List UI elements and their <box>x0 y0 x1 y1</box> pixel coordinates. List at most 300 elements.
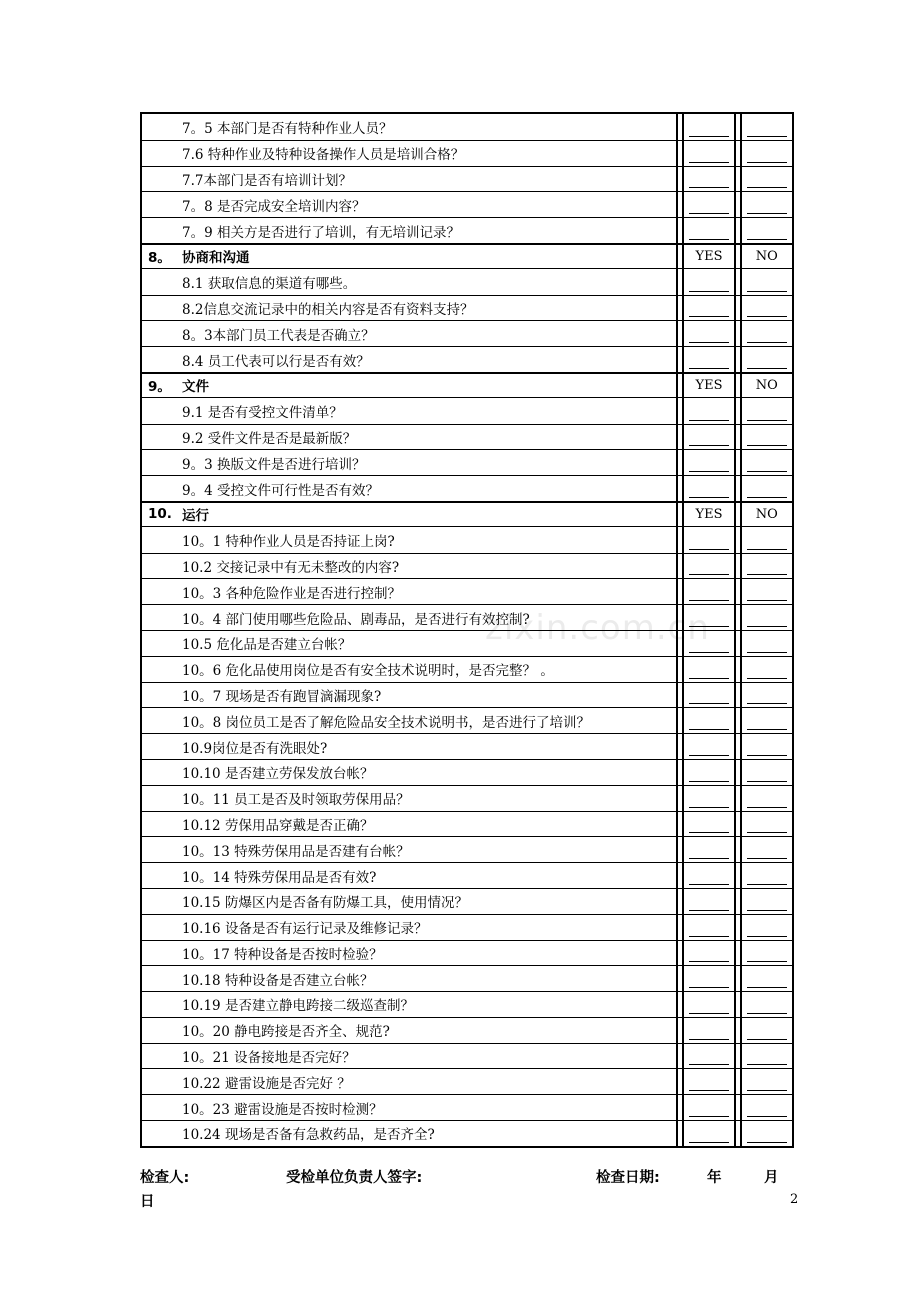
yes-answer-blank[interactable] <box>684 734 733 759</box>
yes-answer-blank[interactable] <box>684 296 733 321</box>
answer-line <box>747 212 787 214</box>
yes-answer-blank[interactable] <box>684 1044 733 1069</box>
column-divider <box>676 657 684 682</box>
question-text: 8.4 员工代表可以行是否有效？ <box>182 353 370 370</box>
column-divider <box>676 1044 684 1069</box>
no-answer-blank[interactable] <box>742 889 792 914</box>
question-text: 10.9岗位是否有洗眼处? <box>182 740 328 757</box>
column-divider <box>676 245 684 268</box>
answer-line <box>689 315 729 317</box>
checklist-item-row <box>142 733 792 759</box>
answer-line <box>747 625 787 627</box>
no-answer-blank[interactable] <box>742 786 792 811</box>
answer-line <box>747 548 787 550</box>
column-divider <box>734 734 742 759</box>
answer-line <box>747 780 787 782</box>
column-divider <box>734 450 742 475</box>
answer-line <box>689 444 729 446</box>
yes-answer-blank[interactable] <box>684 786 733 811</box>
yes-answer-blank[interactable] <box>684 114 733 140</box>
yes-answer-blank[interactable] <box>684 683 733 708</box>
yes-answer-blank[interactable] <box>684 425 733 450</box>
answer-line <box>689 573 729 575</box>
no-answer-blank[interactable] <box>742 347 792 372</box>
checklist-table <box>140 112 794 1148</box>
checklist-item-row <box>142 888 792 914</box>
checklist-item-row <box>142 707 792 733</box>
column-divider <box>734 1121 742 1146</box>
answer-line <box>689 161 729 163</box>
column-divider <box>676 734 684 759</box>
question-text: 10.5 危化品是否建立台帐？ <box>182 637 352 654</box>
answer-line <box>747 1063 787 1065</box>
column-divider <box>734 605 742 630</box>
column-divider <box>676 1069 684 1094</box>
answer-line <box>689 341 729 343</box>
answer-line <box>747 883 787 885</box>
answer-line <box>747 135 787 137</box>
column-divider <box>676 450 684 475</box>
column-divider <box>734 760 742 785</box>
yes-answer-blank[interactable] <box>684 941 733 966</box>
question-text: 7.7本部门是否有培训计划？ <box>182 172 352 189</box>
no-answer-blank[interactable] <box>742 657 792 682</box>
answer-line <box>689 1141 729 1143</box>
no-answer-blank[interactable] <box>742 527 792 553</box>
column-divider <box>734 554 742 579</box>
yes-answer-blank[interactable] <box>684 863 733 888</box>
no-answer-blank[interactable] <box>742 683 792 708</box>
checklist-item-row <box>142 320 792 346</box>
no-answer-blank[interactable] <box>742 192 792 217</box>
column-divider <box>734 296 742 321</box>
column-divider <box>676 992 684 1017</box>
column-divider <box>734 992 742 1017</box>
answer-line <box>747 1089 787 1091</box>
no-answer-blank[interactable] <box>742 425 792 450</box>
checklist-item-row <box>142 191 792 217</box>
answer-line <box>747 1012 787 1014</box>
checklist-item-row <box>142 785 792 811</box>
yes-answer-blank[interactable] <box>684 1069 733 1094</box>
column-divider <box>734 837 742 862</box>
column-divider <box>676 1121 684 1146</box>
column-divider <box>676 889 684 914</box>
column-divider <box>676 1018 684 1043</box>
column-divider <box>676 631 684 656</box>
question-text: 10。6 危化品使用岗位是否有安全技术说明时，是否完整？ 。 <box>182 663 554 680</box>
column-divider <box>676 554 684 579</box>
answer-line <box>747 728 787 730</box>
yes-answer-blank[interactable] <box>684 527 733 553</box>
yes-answer-blank[interactable] <box>684 347 733 372</box>
no-answer-blank[interactable] <box>742 554 792 579</box>
question-text: 7。5 本部门是否有特种作业人员？ <box>182 120 393 137</box>
section-header-row <box>142 501 792 527</box>
checklist-item-row <box>142 914 792 940</box>
column-divider <box>676 708 684 733</box>
answer-line <box>689 780 729 782</box>
yes-answer-blank[interactable] <box>684 837 733 862</box>
answer-line <box>747 496 787 498</box>
yes-answer-blank[interactable] <box>684 192 733 217</box>
column-divider <box>676 114 684 140</box>
column-divider <box>676 579 684 604</box>
answer-line <box>689 857 729 859</box>
question-text: 7.6 特种作业及特种设备操作人员是培训合格？ <box>182 147 465 164</box>
question-text: 10。14 特殊劳保用品是否有效? <box>182 869 377 886</box>
answer-line <box>689 935 729 937</box>
no-answer-blank[interactable] <box>742 269 792 295</box>
column-divider <box>734 167 742 192</box>
yes-answer-blank[interactable] <box>684 141 733 166</box>
answer-line <box>689 290 729 292</box>
checklist-item-row <box>142 656 792 682</box>
section-number: 9。 <box>148 379 171 396</box>
checklist-item-row <box>142 759 792 785</box>
day-label: 日 <box>140 1194 155 1210</box>
answer-line <box>689 728 729 730</box>
column-divider <box>734 425 742 450</box>
no-answer-blank[interactable] <box>742 941 792 966</box>
answer-line <box>747 806 787 808</box>
column-divider <box>676 683 684 708</box>
question-text: 10.19 是否建立静电跨接二级巡查制？ <box>182 998 414 1015</box>
column-divider <box>676 476 684 501</box>
no-answer-blank[interactable] <box>742 1095 792 1120</box>
yes-answer-blank[interactable] <box>684 812 733 837</box>
no-answer-blank[interactable] <box>742 966 792 991</box>
column-divider <box>734 915 742 940</box>
column-divider <box>676 837 684 862</box>
no-answer-blank[interactable] <box>742 218 792 243</box>
question-text: 10。8 岗位员工是否了解危险品安全技术说明书，是否进行了培训？ <box>182 714 591 731</box>
answer-line <box>747 444 787 446</box>
question-text: 10.2 交接记录中有无未整改的内容? <box>182 559 400 576</box>
checklist-item-row <box>142 449 792 475</box>
checklist-item-row <box>142 475 792 501</box>
checklist-item-row <box>142 578 792 604</box>
checklist-item-row <box>142 630 792 656</box>
section-number: 8。 <box>148 250 171 267</box>
no-answer-blank[interactable] <box>742 398 792 424</box>
column-divider <box>676 812 684 837</box>
no-answer-blank[interactable] <box>742 1044 792 1069</box>
no-answer-blank[interactable] <box>742 863 792 888</box>
yes-answer-blank[interactable] <box>684 1095 733 1120</box>
column-divider <box>734 1069 742 1094</box>
answer-line <box>747 935 787 937</box>
section-title <box>142 503 676 526</box>
column-divider <box>734 708 742 733</box>
no-header: NO <box>755 377 778 393</box>
column-divider <box>676 527 684 553</box>
yes-answer-blank[interactable] <box>684 398 733 424</box>
column-divider <box>734 579 742 604</box>
question-text: 10.16 设备是否有运行记录及维修记录？ <box>182 921 428 938</box>
column-divider <box>676 1095 684 1120</box>
column-divider <box>676 269 684 295</box>
column-divider <box>676 398 684 424</box>
question-text: 8.2信息交流记录中的相关内容是否有资料支持？ <box>182 301 474 318</box>
yes-answer-blank[interactable] <box>684 321 733 346</box>
answer-line <box>689 212 729 214</box>
watermark: zixin.com.cn <box>485 608 710 648</box>
column-divider <box>734 1044 742 1069</box>
answer-line <box>747 909 787 911</box>
answer-line <box>689 186 729 188</box>
yes-answer-blank[interactable] <box>684 218 733 243</box>
answer-line <box>689 599 729 601</box>
section-name: 协商和沟通 <box>182 250 250 267</box>
answer-line <box>747 315 787 317</box>
yes-answer-blank[interactable] <box>684 966 733 991</box>
answer-line <box>747 677 787 679</box>
section-title <box>142 245 676 268</box>
checklist-item-row <box>142 604 792 630</box>
answer-line <box>689 986 729 988</box>
answer-line <box>747 986 787 988</box>
column-divider <box>734 889 742 914</box>
answer-line <box>747 341 787 343</box>
yes-answer-blank[interactable] <box>684 992 733 1017</box>
column-divider <box>676 192 684 217</box>
question-text: 10.10 是否建立劳保发放台帐？ <box>182 766 374 783</box>
column-divider <box>676 863 684 888</box>
section-name: 文件 <box>182 379 209 396</box>
checklist-item-row <box>142 1094 792 1120</box>
yes-answer-blank[interactable] <box>684 579 733 604</box>
column-divider <box>734 657 742 682</box>
checklist-item-row <box>142 424 792 450</box>
question-text: 10.12 劳保用品穿戴是否正确？ <box>182 817 374 834</box>
column-divider <box>676 425 684 450</box>
column-divider <box>676 296 684 321</box>
column-divider <box>734 683 742 708</box>
question-text: 10.22 避雷设施是否完好 ？ <box>182 1075 351 1092</box>
yes-header: YES <box>695 506 723 522</box>
column-divider <box>676 786 684 811</box>
answer-line <box>747 831 787 833</box>
answer-line <box>689 1089 729 1091</box>
no-answer-blank[interactable] <box>742 837 792 862</box>
question-text: 10。21 设备接地是否完好？ <box>182 1050 356 1067</box>
column-divider <box>676 941 684 966</box>
answer-line <box>747 651 787 653</box>
checklist-item-row <box>142 114 792 140</box>
no-answer-blank[interactable] <box>742 734 792 759</box>
column-divider <box>734 1018 742 1043</box>
yes-answer-blank[interactable] <box>684 1121 733 1146</box>
checklist-item-row <box>142 527 792 553</box>
column-divider <box>734 245 742 268</box>
section-header-row <box>142 243 792 269</box>
yes-answer-blank[interactable] <box>684 605 733 630</box>
no-answer-blank[interactable] <box>742 812 792 837</box>
section-name: 运行 <box>182 508 209 525</box>
no-answer-blank[interactable] <box>742 476 792 501</box>
yes-answer-blank[interactable] <box>684 915 733 940</box>
answer-line <box>689 1063 729 1065</box>
checklist-item-row <box>142 140 792 166</box>
checklist-item-row <box>142 682 792 708</box>
column-divider <box>676 321 684 346</box>
answer-line <box>689 625 729 627</box>
question-text: 10.24 现场是否备有急救药品，是否齐全? <box>182 1127 435 1144</box>
no-answer-blank[interactable] <box>742 708 792 733</box>
question-text: 10。3 各种危险作业是否进行控制？ <box>182 585 402 602</box>
no-header: NO <box>755 506 778 522</box>
column-divider <box>734 476 742 501</box>
column-divider <box>676 605 684 630</box>
no-header: NO <box>755 248 778 264</box>
page-number: 2 <box>790 1192 799 1207</box>
section-number: 10. <box>148 506 172 523</box>
column-divider <box>734 786 742 811</box>
answer-line <box>689 470 729 472</box>
column-divider <box>734 966 742 991</box>
no-answer-blank[interactable] <box>742 992 792 1017</box>
answer-line <box>689 367 729 369</box>
checklist-item-row <box>142 940 792 966</box>
yes-answer-blank[interactable] <box>684 657 733 682</box>
checklist-item-row <box>142 1017 792 1043</box>
no-answer-blank[interactable] <box>742 167 792 192</box>
signer-label: 受检单位负责人签字: <box>286 1170 423 1186</box>
column-divider <box>734 863 742 888</box>
answer-line <box>747 1038 787 1040</box>
answer-line <box>689 496 729 498</box>
question-text: 7。9 相关方是否进行了培训，有无培训记录？ <box>182 224 460 241</box>
answer-line <box>689 1115 729 1117</box>
question-text: 8。3本部门员工代表是否确立？ <box>182 327 375 344</box>
answer-line <box>747 599 787 601</box>
checklist-item-row <box>142 1120 792 1146</box>
answer-line <box>747 960 787 962</box>
no-answer-blank[interactable] <box>742 141 792 166</box>
section-title <box>142 374 676 397</box>
no-answer-blank[interactable] <box>742 760 792 785</box>
column-divider <box>676 503 684 526</box>
checklist-item-row <box>142 811 792 837</box>
question-text: 10。20 静电跨接是否齐全、规范? <box>182 1024 390 1041</box>
column-divider <box>734 192 742 217</box>
no-answer-blank[interactable] <box>742 321 792 346</box>
question-text: 10.15 防爆区内是否备有防爆工具，使用情况？ <box>182 895 468 912</box>
answer-line <box>747 470 787 472</box>
checklist-item-row <box>142 269 792 295</box>
yes-answer-blank[interactable] <box>684 476 733 501</box>
answer-line <box>689 754 729 756</box>
question-text: 7。8 是否完成安全培训内容？ <box>182 198 366 215</box>
question-text: 10。7 现场是否有跑冒滴漏现象? <box>182 688 382 705</box>
checklist-item-row <box>142 295 792 321</box>
answer-line <box>747 186 787 188</box>
yes-answer-blank[interactable] <box>684 708 733 733</box>
no-answer-blank[interactable] <box>742 114 792 140</box>
question-text: 9。4 受控文件可行性是否有效？ <box>182 482 379 499</box>
no-answer-blank[interactable] <box>742 1121 792 1146</box>
question-text: 9。3 换版文件是否进行培训？ <box>182 456 366 473</box>
checklist-item-row <box>142 836 792 862</box>
no-answer-blank[interactable] <box>742 296 792 321</box>
column-divider <box>676 915 684 940</box>
question-text: 10。11 员工是否及时领取劳保用品？ <box>182 792 410 809</box>
no-answer-blank[interactable] <box>742 631 792 656</box>
no-answer-blank[interactable] <box>742 579 792 604</box>
column-divider <box>734 503 742 526</box>
checklist-item-row <box>142 346 792 372</box>
date-label: 检查日期: <box>596 1170 660 1186</box>
column-divider <box>734 347 742 372</box>
checklist-item-row <box>142 398 792 424</box>
answer-line <box>747 1115 787 1117</box>
no-answer-blank[interactable] <box>742 605 792 630</box>
yes-answer-blank[interactable] <box>684 167 733 192</box>
checklist-item-row <box>142 166 792 192</box>
yes-answer-blank[interactable] <box>684 631 733 656</box>
checklist-item-row <box>142 965 792 991</box>
checklist-item-row <box>142 553 792 579</box>
answer-line <box>747 238 787 240</box>
column-divider <box>734 527 742 553</box>
column-divider <box>676 374 684 397</box>
column-divider <box>676 167 684 192</box>
answer-line <box>689 960 729 962</box>
question-text: 10.18 特种设备是否建立台帐？ <box>182 972 374 989</box>
answer-line <box>689 883 729 885</box>
answer-line <box>747 367 787 369</box>
answer-line <box>747 857 787 859</box>
column-divider <box>734 141 742 166</box>
no-answer-blank[interactable] <box>742 915 792 940</box>
question-text: 9.2 受件文件是否是最新版？ <box>182 430 357 447</box>
yes-answer-blank[interactable] <box>684 889 733 914</box>
column-divider <box>676 141 684 166</box>
yes-answer-blank[interactable] <box>684 554 733 579</box>
answer-line <box>689 1038 729 1040</box>
column-divider <box>734 398 742 424</box>
month-label: 月 <box>764 1170 779 1186</box>
no-answer-blank[interactable] <box>742 1018 792 1043</box>
answer-line <box>747 754 787 756</box>
yes-answer-blank[interactable] <box>684 450 733 475</box>
answer-line <box>689 1012 729 1014</box>
question-text: 10。1 特种作业人员是否持证上岗? <box>182 533 395 550</box>
yes-answer-blank[interactable] <box>684 1018 733 1043</box>
answer-line <box>689 909 729 911</box>
column-divider <box>734 1095 742 1120</box>
answer-line <box>747 702 787 704</box>
yes-header: YES <box>695 248 723 264</box>
question-text: 8.1 获取信息的渠道有哪些。 <box>182 275 357 292</box>
yes-answer-blank[interactable] <box>684 760 733 785</box>
column-divider <box>676 218 684 243</box>
no-answer-blank[interactable] <box>742 1069 792 1094</box>
inspector-label: 检查人: <box>140 1170 190 1186</box>
checklist-item-row <box>142 862 792 888</box>
answer-line <box>747 419 787 421</box>
answer-line <box>689 702 729 704</box>
checklist-item-row <box>142 1068 792 1094</box>
checklist-item-row <box>142 217 792 243</box>
yes-answer-blank[interactable] <box>684 269 733 295</box>
no-answer-blank[interactable] <box>742 450 792 475</box>
checklist-item-row <box>142 1043 792 1069</box>
column-divider <box>676 966 684 991</box>
question-text: 10。23 避雷设施是否按时检测？ <box>182 1101 383 1118</box>
column-divider <box>676 347 684 372</box>
